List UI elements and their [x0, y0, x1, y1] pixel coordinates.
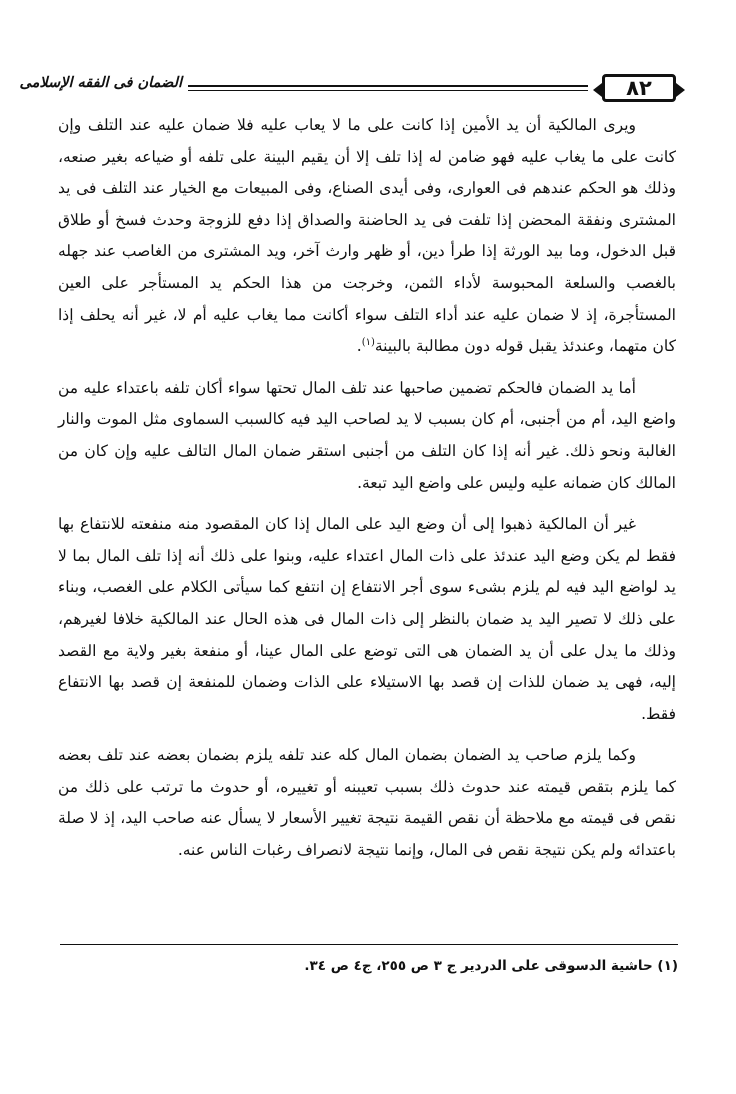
- paragraph-1-text: ويرى المالكية أن يد الأمين إذا كانت على ما لا يعاب عليه فلا ضمان عليه عند التلف وإن كانت على ما يغاب عليه فهو ضامن له إذا تلف إلا أن يقيم البينة على تلفه أو ضياعه بغير صنعه، وذلك هو الحكم عندهم فى العوارى، وفى أيدى الصناع، وفى المبيعات مع الخيار عند التلف فى يد المشترى ونفقة المحضن إذا تلفت فى يد الحاضنة والصداق إذا دفع للزوجة وحدث فسخ أو طلاق قبل الدخول، وما بيد الورثة إذا طرأ دين، أو ظهر وارث آخر، ويد المشترى من الغاصب عند جهله بالغصب والسلعة المحبوسة لأداء الثمن، وخرجت من هذا الحكم يد المستأجر على العين المستأجرة، إذ لا ضمان عليه عند أداء التلف سواء أكانت مما يغاب عليه أم لا، غير أنه يحلف إذا كان متهما، وعندئذ يقبل قوله دون مطالبة بالبينة: [58, 116, 676, 356]
- running-title: الضمان فى الفقه الإسلامى: [19, 75, 182, 91]
- body-text: [58, 110, 676, 867]
- page-header: [19, 72, 676, 106]
- paragraph-1: [58, 110, 676, 363]
- footnote: (١) حاشية الدسوقى على الدردير ج ٣ ص ٢٥٥، ج٤ ص ٣٤.: [304, 958, 678, 974]
- page-number: ٨٢: [602, 74, 676, 102]
- paragraph-1-end: .: [356, 337, 362, 356]
- footnote-reference: (١): [361, 337, 375, 348]
- header-rule: [188, 85, 588, 87]
- paragraph-3: غير أن المالكية ذهبوا إلى أن وضع اليد على المال إذا كان المقصود منه منفعته للانتفاع بها فقط لم يكن وضع اليد عندئذ على ذات المال اعتداء عليه، وبنوا على ذلك أنه إذا تلف المال بما لا يد لواضع اليد فيه لم يلزم بشىء سوى أجر الانتفاع إن انتفع كما سيأتى الكلام على الغصب، وبناء على ذلك لا تصير اليد يد ضمان بالنظر إلى ذات المال فى هذه الحال عند المالكية خلافا لغيرهم، وذلك ما يدل على أن يد الضمان هى التى توضع على المال عينا، أو منفعة بغير ولاية مع القصد إليه، فهى يد ضمان للذات إن قصد بها الاستيلاء على الذات وضمان للمنفعة إن قصد بها الانتفاع فقط.: [58, 515, 677, 723]
- paragraph-4: وكما يلزم صاحب يد الضمان بضمان المال كله عند تلفه يلزم بضمان بعضه عند تلف بعضه كما يلزم بتقص قيمته عند حدوث ذلك بسبب تعيبنه أو تغييره، أو حدوث ما ترتب على ذلك من نقص فى قيمته مع ملاحظة أن نقص القيمة نتيجة تغيير الأسعار لا يسأل عنه صاحب اليد، إذ لا صلة باعتدائه ولم يكن نتيجة نقص فى المال، وإنما نتيجة لانصراف رغبات الناس عنه.: [58, 746, 676, 860]
- paragraph-2: أما يد الضمان فالحكم تضمين صاحبها عند تلف المال تحتها سواء أكان تلفه باعتداء عليه من واضع اليد، أم من أجنبى، أم كان بسبب لا يد لصاحب اليد فيه كالسبب السماوى مثل الموت والنار الغالبة ونحو ذلك. غير أنه إذا كان التلف من أجنبى استقر ضمان المال التالف عليه وإن كان من المالك كان ضمانه عليه وليس على واضع اليد تبعة.: [58, 378, 676, 492]
- footnote-rule: [60, 944, 678, 945]
